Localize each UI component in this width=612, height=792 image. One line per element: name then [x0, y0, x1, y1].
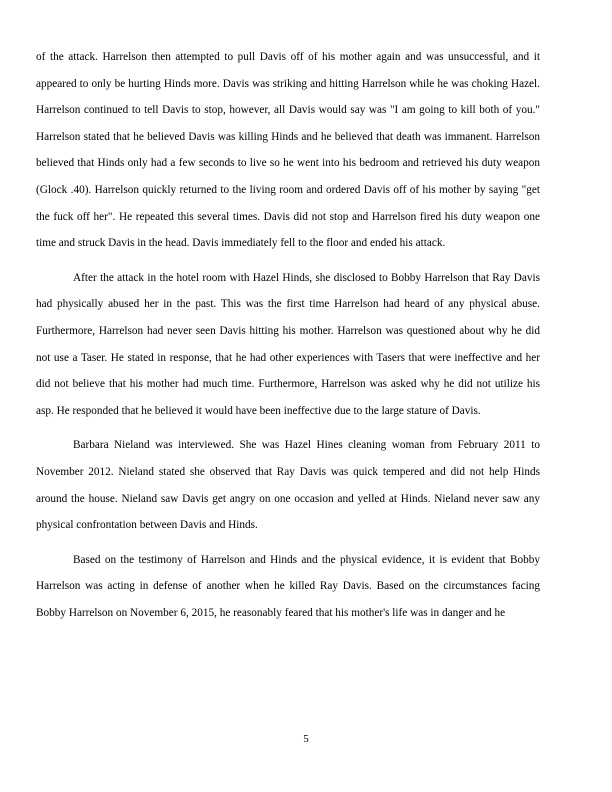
page-number: 5	[303, 733, 309, 745]
paragraph-conclusion: Based on the testimony of Harrelson and Hinds and the physical evidence, it is evident that Bobby Harrelson was acting in defense of another when he killed Ray Davis. Based on the circumstances facing Bobby Harrelson on November 6, 2015, he reasonably feared that his mother's life was in danger and he	[36, 553, 540, 619]
paragraph-attack-continued: of the attack. Harrelson then attempted to pull Davis off of his mother again and was unsuccessful, and it appeared to only be hurting Hinds more. Davis was striking and hitting Harrelson while he was choking Hazel. Harrelson continued to tell Davis to stop, however, all Davis would say was "I am going to kill both of you." Harrelson stated that he believed Davis was killing Hinds and he believed that death was immanent. Harrelson believed that Hinds only had a few seconds to live so he went into his bedroom and retrieved his duty weapon (Glock .40). Harrelson quickly returned to the living room and ordered Davis off of his mother by saying "get the fuck off her". He repeated this several times. Davis did not stop and Harrelson fired his duty weapon one time and struck Davis in the head. Davis immediately fell to the floor and ended his attack.	[36, 51, 540, 250]
paragraph-prior-abuse: After the attack in the hotel room with Hazel Hinds, she disclosed to Bobby Harrelson that Ray Davis had physically abused her in the past. This was the first time Harrelson had heard of any physical abuse. Furthermore, Harrelson had never seen Davis hitting his mother. Harrelson was questioned about why he did not use a Taser. He stated in response, that he had other experiences with Tasers that were ineffective and her did not believe that his mother had much time. Furthermore, Harrelson was asked why he did not utilize his asp. He responded that he believed it would have been ineffective due to the large stature of Davis.	[36, 271, 540, 417]
body-text	[36, 44, 540, 626]
paragraph-nieland-interview: Barbara Nieland was interviewed. She was Hazel Hines cleaning woman from February 2011 to November 2012. Nieland stated she observed that Ray Davis was quick tempered and did not help Hinds around the house. Nieland saw Davis get angry on one occasion and yelled at Hinds. Nieland never saw any physical confrontation between Davis and Hinds.	[36, 439, 540, 532]
